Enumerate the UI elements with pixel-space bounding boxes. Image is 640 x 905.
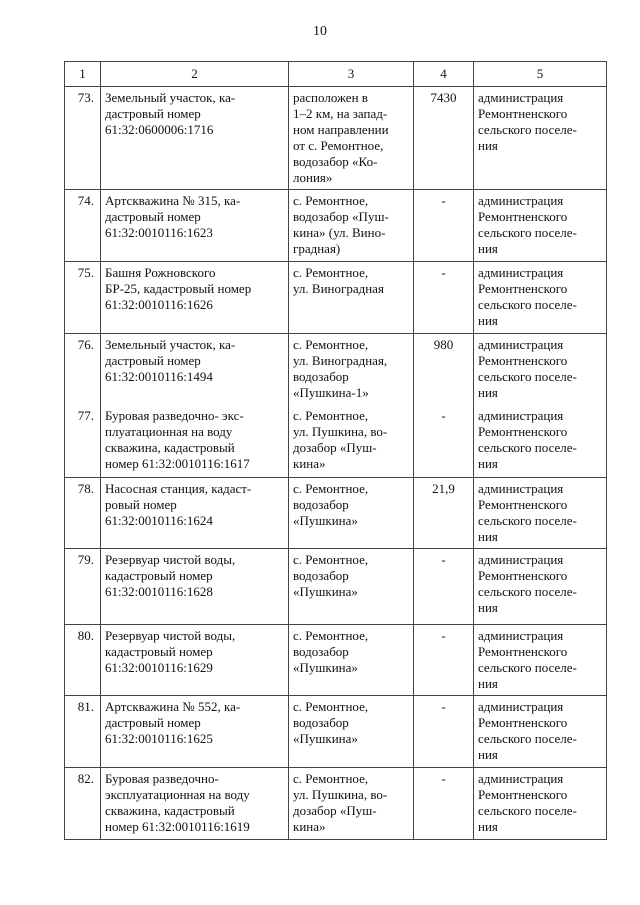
- object-location: с. Ремонтное, водозабор «Пушкина»: [293, 698, 369, 746]
- row-number-cell: [65, 405, 101, 477]
- object-location: с. Ремонтное, ул. Виноградная, водозабор «Пушкина-1»: [293, 337, 388, 400]
- row-number: 79.: [77, 551, 94, 567]
- table-row: [65, 548, 607, 624]
- table-row: [65, 87, 607, 190]
- row-number: 80.: [77, 627, 94, 643]
- object-owner: администрация Ремонтненского сельского поселе- ния: [478, 408, 577, 471]
- object-area: -: [441, 193, 446, 208]
- object-location: с. Ремонтное, ул. Пушкина, во- дозабор «Пуш- кина»: [293, 770, 388, 834]
- table-row: [65, 767, 607, 839]
- object-name-cell: [101, 767, 289, 839]
- object-owner-cell: [474, 767, 607, 839]
- object-owner-cell: [474, 477, 607, 548]
- object-location-cell: [289, 405, 414, 477]
- object-name-cell: [101, 405, 289, 477]
- object-area-cell: [414, 695, 474, 767]
- object-owner-cell: [474, 548, 607, 624]
- object-location: с. Ремонтное, водозабор «Пушкина»: [293, 551, 369, 599]
- object-owner-cell: [474, 87, 607, 190]
- row-number: 77.: [77, 408, 94, 423]
- object-location-cell: [289, 695, 414, 767]
- object-location-cell: [289, 624, 414, 695]
- object-owner-cell: [474, 405, 607, 477]
- row-number-cell: [65, 334, 101, 406]
- row-number: 73.: [77, 90, 94, 105]
- object-area: 21,9: [432, 480, 455, 496]
- row-number: 81.: [77, 698, 94, 714]
- object-name: Башня Рожновского БР-25, кадастровый номер 61:32:0010116:1626: [105, 265, 252, 312]
- row-number-cell: [65, 767, 101, 839]
- table-row: [65, 334, 607, 406]
- row-number: 74.: [77, 193, 94, 208]
- object-name-cell: [101, 695, 289, 767]
- object-name: Артскважина № 315, ка- дастровый номер 61:32:0010116:1623: [105, 193, 241, 240]
- object-name-cell: [101, 624, 289, 695]
- table-row: [65, 477, 607, 548]
- object-location: с. Ремонтное, ул. Пушкина, во- дозабор «Пуш- кина»: [293, 408, 388, 471]
- object-name-cell: [101, 477, 289, 548]
- object-owner-cell: [474, 695, 607, 767]
- object-area-cell: [414, 477, 474, 548]
- object-owner: администрация Ремонтненского сельского поселе- ния: [478, 90, 577, 153]
- row-number-cell: [65, 477, 101, 548]
- object-owner: администрация Ремонтненского сельского поселе- ния: [478, 480, 577, 544]
- object-name-cell: [101, 190, 289, 262]
- object-area-cell: [414, 624, 474, 695]
- object-location-cell: [289, 262, 414, 334]
- object-name-cell: [101, 262, 289, 334]
- row-number-cell: [65, 548, 101, 624]
- object-owner-cell: [474, 190, 607, 262]
- object-name-cell: [101, 87, 289, 190]
- object-name: Резервуар чистой воды, кадастровый номер 61:32:0010116:1628: [105, 551, 236, 599]
- row-number-cell: [65, 262, 101, 334]
- row-number-cell: [65, 190, 101, 262]
- object-location-cell: [289, 190, 414, 262]
- row-number-cell: [65, 695, 101, 767]
- object-owner-cell: [474, 334, 607, 406]
- column-header: 5: [474, 62, 607, 87]
- object-area-cell: [414, 548, 474, 624]
- object-location: с. Ремонтное, водозабор «Пушкина»: [293, 480, 369, 528]
- object-area: -: [441, 408, 446, 423]
- object-owner: администрация Ремонтненского сельского поселе- ния: [478, 193, 577, 256]
- object-area: 7430: [430, 90, 457, 105]
- object-owner: администрация Ремонтненского сельского поселе- ния: [478, 337, 577, 400]
- table-row: [65, 190, 607, 262]
- object-location: с. Ремонтное, ул. Виноградная: [293, 265, 384, 296]
- object-name: Буровая разведочно- экс- плуатационная на воду скважина, кадастровый номер 61:32:0010116:1617: [105, 408, 250, 471]
- object-area-cell: [414, 190, 474, 262]
- object-name: Резервуар чистой воды, кадастровый номер 61:32:0010116:1629: [105, 627, 236, 675]
- column-header: 2: [101, 62, 289, 87]
- object-owner: администрация Ремонтненского сельского поселе- ния: [478, 551, 577, 615]
- object-location: расположен в 1–2 км, на запад- ном направлении от с. Ремонтное, водозабор «Ко- лония»: [293, 90, 389, 185]
- column-header: 1: [65, 62, 101, 87]
- object-location: с. Ремонтное, водозабор «Пушкина»: [293, 627, 369, 675]
- property-table: [64, 61, 607, 840]
- object-name-cell: [101, 334, 289, 406]
- table-row: [65, 405, 607, 477]
- object-name-cell: [101, 548, 289, 624]
- object-name: Земельный участок, ка- дастровый номер 61:32:0600006:1716: [105, 90, 236, 137]
- object-area: -: [441, 698, 446, 714]
- object-area: -: [441, 770, 446, 786]
- object-name: Насосная станция, кадаст- ровый номер 61:32:0010116:1624: [105, 480, 252, 528]
- object-owner-cell: [474, 262, 607, 334]
- object-name: Артскважина № 552, ка- дастровый номер 61:32:0010116:1625: [105, 698, 241, 746]
- row-number: 78.: [77, 480, 94, 496]
- column-header: 3: [289, 62, 414, 87]
- object-area-cell: [414, 334, 474, 406]
- object-area: 980: [433, 337, 454, 352]
- object-location-cell: [289, 334, 414, 406]
- object-owner: администрация Ремонтненского сельского поселе- ния: [478, 698, 577, 762]
- row-number: 82.: [77, 770, 94, 786]
- object-area-cell: [414, 767, 474, 839]
- object-owner: администрация Ремонтненского сельского поселе- ния: [478, 770, 577, 834]
- column-header: 4: [414, 62, 474, 87]
- object-owner-cell: [474, 624, 607, 695]
- object-area: -: [441, 551, 446, 567]
- object-area-cell: [414, 405, 474, 477]
- object-name: Земельный участок, ка- дастровый номер 61:32:0010116:1494: [105, 337, 236, 384]
- object-area-cell: [414, 87, 474, 190]
- object-owner: администрация Ремонтненского сельского поселе- ния: [478, 265, 577, 328]
- row-number-cell: [65, 624, 101, 695]
- object-area: -: [441, 265, 446, 280]
- object-owner: администрация Ремонтненского сельского поселе- ния: [478, 627, 577, 691]
- table-header-row: [65, 62, 607, 87]
- table-row: [65, 624, 607, 695]
- object-name: Буровая разведочно- эксплуатационная на воду скважина, кадастровый номер 61:32:0010116:1619: [105, 770, 250, 834]
- object-location-cell: [289, 767, 414, 839]
- page-number: 10: [313, 24, 327, 39]
- object-area-cell: [414, 262, 474, 334]
- object-location-cell: [289, 87, 414, 190]
- row-number-cell: [65, 87, 101, 190]
- row-number: 76.: [77, 337, 94, 352]
- row-number: 75.: [77, 265, 94, 280]
- object-location: с. Ремонтное, водозабор «Пуш- кина» (ул. Вино- градная): [293, 193, 389, 256]
- object-area: -: [441, 627, 446, 643]
- object-location-cell: [289, 548, 414, 624]
- object-location-cell: [289, 477, 414, 548]
- table-row: [65, 695, 607, 767]
- table-row: [65, 262, 607, 334]
